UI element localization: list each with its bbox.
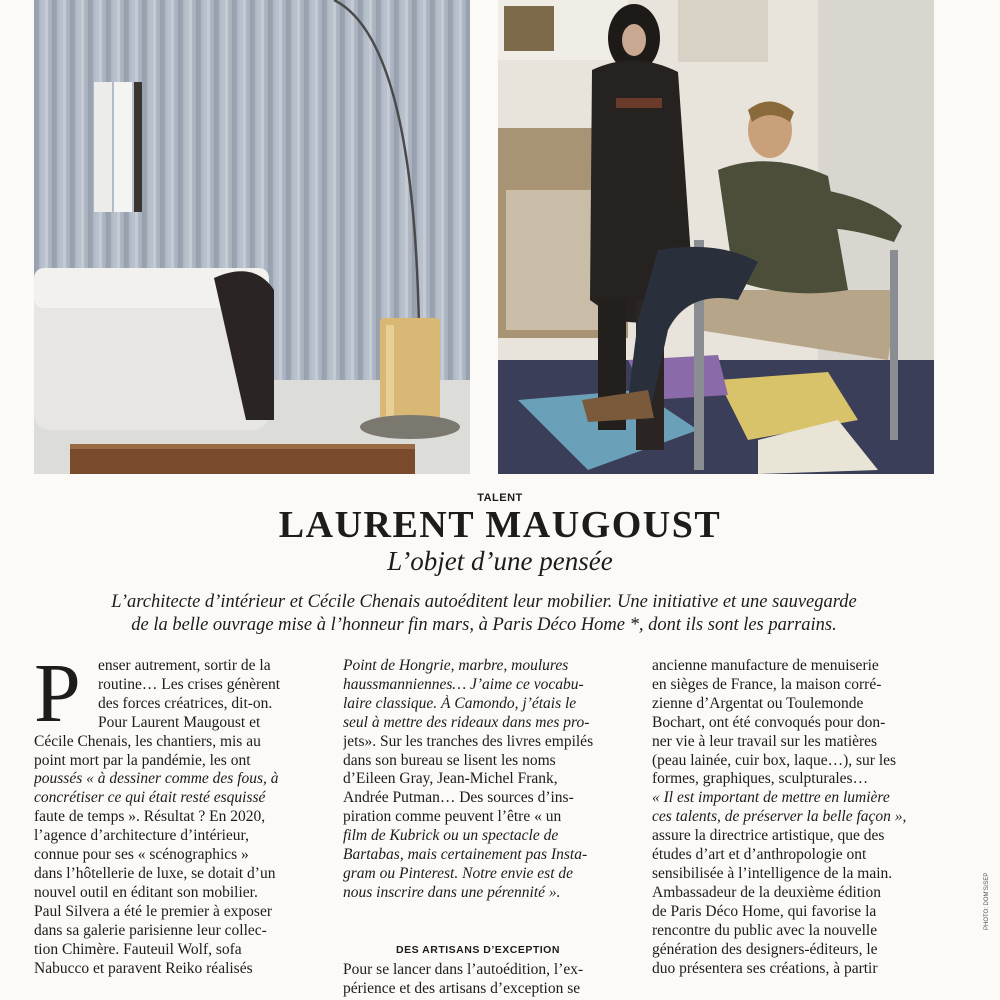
text-line: génération des designers-éditeurs, le bbox=[652, 940, 878, 958]
kicker: TALENT bbox=[477, 492, 523, 504]
text-line: des forces créatrices, dit-on. bbox=[98, 694, 273, 712]
text-line: Point de Hongrie, marbre, moulures bbox=[343, 657, 569, 674]
lede bbox=[34, 591, 934, 637]
text-line: formes, graphiques, sculpturales… bbox=[652, 770, 869, 788]
text-line: duo présentera ses créations, à partir bbox=[652, 959, 878, 977]
text-line: Bartabas, mais certainement pas Insta- bbox=[343, 846, 588, 864]
lede-line: de la belle ouvrage mise à l’honneur fin mars, à Paris Déco Home *, dont ils sont les parrains. bbox=[131, 615, 837, 635]
text-line: ner vie à leur travail sur les matières bbox=[652, 732, 878, 750]
text-line: de Paris Déco Home, qui favorise la bbox=[652, 902, 877, 920]
text-line: tion Chimère. Fauteuil Wolf, sofa bbox=[34, 940, 242, 958]
column-2 bbox=[343, 657, 613, 903]
text-line: ancienne manufacture de menuiserie bbox=[652, 657, 879, 674]
text-line: études d’art et d’anthropologie ont bbox=[652, 846, 867, 864]
text-line: routine… Les crises génèrent bbox=[98, 675, 281, 693]
text-line: piration comme peuvent l’être « un bbox=[343, 808, 562, 826]
text-line: enser autrement, sortir de la bbox=[98, 657, 271, 674]
text-line: Pour se lancer dans l’autoédition, l’ex- bbox=[343, 961, 584, 978]
text-line: périence et des artisans d’exception se bbox=[343, 979, 581, 997]
text-line: rencontre du public avec la nouvelle bbox=[652, 921, 878, 939]
text-line: jets». Sur les tranches des livres empilés bbox=[343, 732, 594, 750]
text-line: dans sa galerie parisienne leur collec- bbox=[34, 921, 267, 939]
portrait-photo bbox=[498, 0, 934, 474]
text-line: Paul Silvera a été le premier à exposer bbox=[34, 902, 272, 920]
text-line: poussés « à dessiner comme des fous, à bbox=[34, 770, 279, 788]
article-title: LAURENT MAUGOUST bbox=[278, 504, 722, 546]
text-line: « Il est important de mettre en lumière bbox=[652, 789, 890, 807]
text-line: point mort par la pandémie, les ont bbox=[34, 751, 251, 769]
text-line: film de Kubrick ou un spectacle de bbox=[343, 827, 559, 845]
interior-photo bbox=[34, 0, 470, 474]
text-line: laire classique. À Camondo, j’étais le bbox=[343, 694, 577, 712]
text-line: nous inscrire dans une pérennité ». bbox=[343, 883, 561, 901]
text-line: (peau lainée, cuir box, laque…), sur les bbox=[652, 751, 897, 769]
text-line: haussmanniennes… J’aime ce vocabu- bbox=[343, 675, 584, 693]
dropcap: P bbox=[34, 647, 81, 740]
text-line: Andrée Putman… Des sources d’ins- bbox=[343, 789, 574, 807]
article-subtitle: L’objet d’une pensée bbox=[387, 546, 613, 576]
text-line: seul à mettre des rideaux dans mes pro- bbox=[343, 713, 590, 731]
text-line: en sièges de France, la maison corré- bbox=[652, 675, 882, 693]
text-line: Pour Laurent Maugoust et bbox=[98, 713, 261, 731]
text-line: nouvel outil en éditant son mobilier. bbox=[34, 883, 258, 901]
column-3 bbox=[652, 657, 937, 978]
text-line: d’Eileen Gray, Jean-Michel Frank, bbox=[343, 770, 558, 788]
section-subhead: DES ARTISANS D’EXCEPTION bbox=[396, 944, 560, 956]
text-line: Nabucco et paravent Reiko réalisés bbox=[34, 959, 253, 977]
photo-credit: PHOTO: DOM'S/SEP bbox=[984, 872, 990, 930]
text-line: sensibilisée à l’intelligence de la main. bbox=[652, 864, 893, 882]
text-line: l’agence d’architecture d’intérieur, bbox=[34, 827, 249, 845]
text-line: Ambassadeur de la deuxième édition bbox=[652, 883, 881, 901]
text-line: assure la directrice artistique, que des bbox=[652, 827, 885, 845]
text-line: dans l’hôtellerie de luxe, se dotait d’un bbox=[34, 864, 276, 882]
text-line: ces talents, de préserver la belle façon », bbox=[652, 808, 907, 826]
text-line: Cécile Chenais, les chantiers, mis au bbox=[34, 732, 261, 750]
lede-line: L’architecte d’intérieur et Cécile Chenais autoéditent leur mobilier. Une initiative et une sauvegarde bbox=[111, 592, 857, 612]
text-line: faute de temps ». Résultat ? En 2020, bbox=[34, 808, 266, 826]
column-2-continued bbox=[343, 961, 613, 999]
text-line: gram ou Pinterest. Notre envie est de bbox=[343, 864, 574, 882]
text-line: dans son bureau se lisent les noms bbox=[343, 751, 556, 769]
text-line: zienne d’Argentat ou Toulemonde bbox=[652, 694, 864, 712]
column-1 bbox=[34, 657, 319, 978]
text-line: connue pour ses « scénographics » bbox=[34, 846, 249, 864]
text-line: Bochart, ont été convoqués pour don- bbox=[652, 713, 886, 731]
text-line: concrétiser ce qui était resté esquissé bbox=[34, 789, 266, 807]
